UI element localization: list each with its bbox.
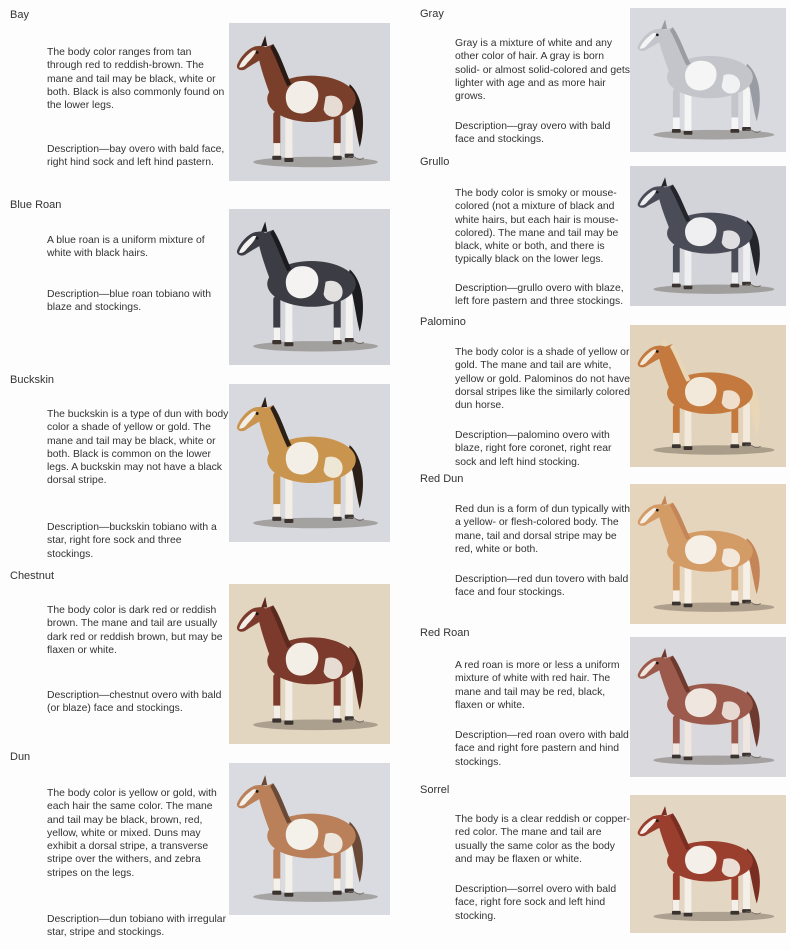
entry-title: Chestnut xyxy=(10,570,55,582)
entry-description: Description—grullo overo with blaze, left fore pastern and three stockings. xyxy=(455,283,624,308)
blue-roan-tobiano-horse-icon xyxy=(229,209,390,365)
horse-illustration xyxy=(630,8,786,152)
entry-text: Red dun is a form of dun typically with a yellow- or flesh-colored body. The mane, tail and dorsal stripe may be red, white or both. xyxy=(455,504,630,555)
entry-description: Description—dun tobiano with irregular star, stripe and stockings. xyxy=(47,914,227,939)
sorrel-overo-horse-icon xyxy=(630,795,786,933)
horse-illustration xyxy=(630,166,786,306)
entry-description: Description—red dun tovero with bald face and four stockings. xyxy=(455,574,629,599)
horse-illustration xyxy=(229,384,390,542)
entry-title: Grullo xyxy=(420,156,450,168)
horse-illustration xyxy=(630,325,786,467)
entry-text: A blue roan is a uniform mixture of white with black hairs. xyxy=(47,235,205,260)
chestnut-overo-horse-icon xyxy=(229,584,390,744)
entry-title: Red Dun xyxy=(420,473,464,485)
entry-description: Description—bay overo with bald face, right hind sock and left hind pastern. xyxy=(47,144,225,169)
horse-illustration xyxy=(229,584,390,744)
palomino-overo-horse-icon xyxy=(630,325,786,467)
horse-illustration xyxy=(229,763,390,915)
horse-illustration xyxy=(630,484,786,624)
entry-title: Gray xyxy=(420,8,444,20)
horse-illustration xyxy=(630,637,786,777)
horse-illustration xyxy=(229,23,390,181)
entry-text: The body color is smoky or mouse-colored (not a mixture of black and white hairs, but each hair is mouse-colored). The mane and tail may be black, white or both, and there is typically black on the lower legs. xyxy=(455,188,619,266)
entry-title: Red Roan xyxy=(420,627,470,639)
entry-description: Description—sorrel overo with bald face, right fore sock and left hind stocking. xyxy=(455,884,617,922)
entry-text: The body color is a shade of yellow or gold. The mane and tail are white, yellow or gold. Palominos do not have dorsal stripes like the similarly colored dun horse. xyxy=(455,347,631,412)
grullo-overo-horse-icon xyxy=(630,166,786,306)
gray-overo-horse-icon xyxy=(630,8,786,152)
entry-text: The body color is yellow or gold, with each hair the same color. The mane and tail may be black, brown, red, yellow, white or mixed. Duns may exhibit a dorsal stripe, a transverse stripe over the withers, and zebra stripes on the legs. xyxy=(47,788,217,879)
entry-text: The body color is dark red or reddish brown. The mane and tail are usually dark red or reddish brown, but may be flaxen or white. xyxy=(47,605,223,656)
entry-title: Sorrel xyxy=(420,784,450,796)
entry-description: Description—buckskin tobiano with a star, right fore sock and three stockings. xyxy=(47,522,217,560)
horse-illustration xyxy=(630,795,786,933)
buckskin-tobiano-horse-icon xyxy=(229,384,390,542)
entry-description: Description—blue roan tobiano with blaze and stockings. xyxy=(47,289,212,314)
red-roan-overo-horse-icon xyxy=(630,637,786,777)
entry-title: Buckskin xyxy=(10,374,55,386)
entry-text: The body color ranges from tan through red to reddish-brown. The mane and tail may be black, white or both. Black is also commonly found on the lower legs. xyxy=(47,47,225,112)
horse-illustration xyxy=(229,209,390,365)
bay-overo-horse-icon xyxy=(229,23,390,181)
entry-description: Description—chestnut overo with bald (or blaze) face and stockings. xyxy=(47,690,222,715)
entry-title: Blue Roan xyxy=(10,199,62,211)
entry-description: Description—red roan overo with bald face and right fore pastern and hind stockings. xyxy=(455,730,629,768)
entry-text: The buckskin is a type of dun with body color a shade of yellow or gold. The mane and tail may be black, white or both. Black is common on the lower legs. A buckskin may not have a black dorsal stripe. xyxy=(47,409,229,487)
dun-tobiano-horse-icon xyxy=(229,763,390,915)
entry-description: Description—gray overo with bald face and stockings. xyxy=(455,121,611,146)
entry-title: Palomino xyxy=(420,316,466,328)
entry-text: The body is a clear reddish or copper-red color. The mane and tail are usually the same color as the body and may be flaxen or white. xyxy=(455,814,630,865)
entry-title: Bay xyxy=(10,9,29,21)
entry-text: A red roan is more or less a uniform mixture of white with red hair. The mane and tail may be red, black, flaxen or white. xyxy=(455,660,620,711)
entry-text: Gray is a mixture of white and any other color of hair. A gray is born solid- or almost solid-colored and gets lighter with age and as more hair grows. xyxy=(455,38,630,103)
red-dun-tovero-horse-icon xyxy=(630,484,786,624)
entry-description: Description—palomino overo with blaze, right fore coronet, right rear sock and left hind stocking. xyxy=(455,430,612,468)
entry-title: Dun xyxy=(10,751,31,763)
